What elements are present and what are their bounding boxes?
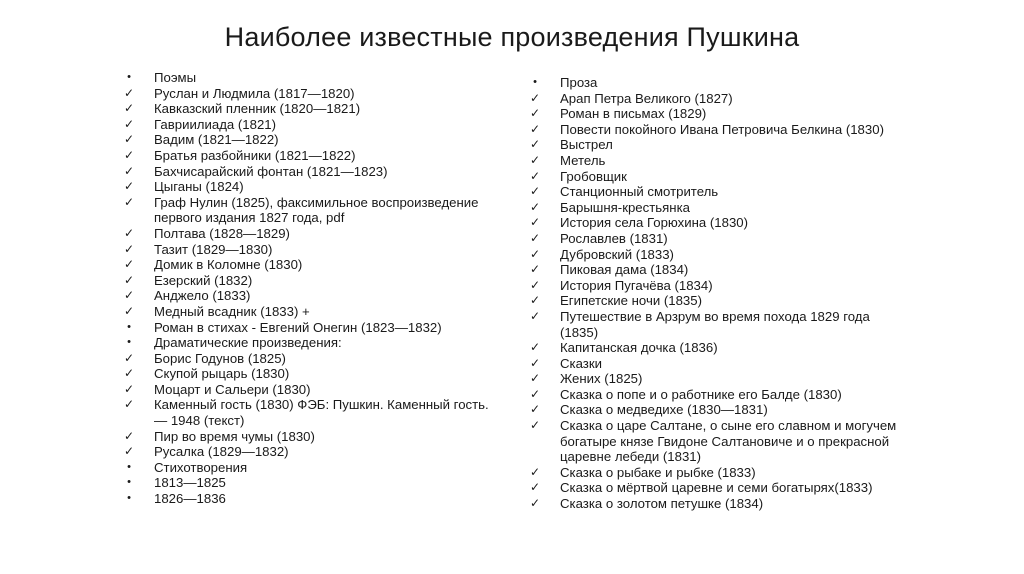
list-item: [122, 179, 502, 195]
list-item-text: Бахчисарайский фонтан (1821—1823): [154, 163, 388, 179]
list-item-text: Медный всадник (1833) +: [154, 303, 310, 319]
list-item: [528, 137, 908, 153]
check-mark-icon: ✓: [529, 340, 541, 355]
list-item: [528, 153, 908, 169]
list-item-text: Роман в письмах (1829): [560, 106, 707, 122]
list-item: [122, 397, 502, 428]
check-mark-icon: ✓: [529, 480, 541, 495]
check-mark-icon: ✓: [529, 90, 541, 105]
list-item: [528, 418, 908, 465]
list-item-text: Жених (1825): [560, 371, 643, 387]
bullet-icon: •: [127, 320, 131, 333]
list-item-text: Кавказский пленник (1820—1821): [154, 101, 361, 117]
list-item: [122, 226, 502, 242]
list-item: [528, 402, 908, 418]
list-item-text: Арап Петра Великого (1827): [560, 90, 733, 106]
check-mark-icon: ✓: [123, 194, 135, 209]
list-item-text: Тазит (1829—1830): [154, 241, 273, 257]
list-item-text: Сказка о рыбаке и рыбке (1833): [560, 464, 756, 480]
bullet-icon: •: [127, 460, 131, 473]
check-mark-icon: ✓: [529, 402, 541, 417]
check-mark-icon: ✓: [529, 215, 541, 230]
list-item-text: История Пугачёва (1834): [560, 277, 713, 293]
check-mark-icon: ✓: [529, 355, 541, 370]
bullet-icon: •: [533, 76, 537, 88]
check-mark-icon: ✓: [529, 418, 541, 433]
list-item-text: Сказка о мёртвой царевне и семи богатырях(1833): [560, 480, 873, 496]
list-item: [528, 231, 908, 247]
list-item: [528, 91, 908, 107]
list-item: [122, 132, 502, 148]
list-item-text: Пир во время чумы (1830): [154, 428, 315, 444]
list-item: [528, 340, 908, 356]
list-item-text: Египетские ночи (1835): [560, 293, 702, 309]
list-item-text: Сказка о медведихе (1830—1831): [560, 402, 768, 418]
check-mark-icon: ✓: [529, 199, 541, 214]
list-item: [528, 293, 908, 309]
list-item: [528, 496, 908, 512]
check-mark-icon: ✓: [123, 85, 135, 100]
list-item: [528, 262, 908, 278]
right-column-list: [528, 75, 908, 512]
check-mark-icon: ✓: [123, 397, 135, 412]
list-item-text: Станционный смотритель: [560, 184, 719, 200]
check-mark-icon: ✓: [529, 496, 541, 511]
list-item-text: Рославлев (1831): [560, 230, 668, 246]
list-item-text: Барышня-крестьянка: [560, 199, 690, 215]
list-item: [528, 200, 908, 216]
list-item: [528, 356, 908, 372]
list-item: [122, 304, 502, 320]
list-item-text: Моцарт и Сальери (1830): [154, 381, 311, 397]
list-item: [528, 480, 908, 496]
check-mark-icon: ✓: [529, 464, 541, 479]
list-item-text: Повести покойного Ивана Петровича Белкина (1830): [560, 121, 884, 137]
list-item-text: Поэмы: [154, 70, 197, 85]
left-column-list: [122, 70, 502, 507]
check-mark-icon: ✓: [529, 262, 541, 277]
check-mark-icon: ✓: [529, 184, 541, 199]
list-item-text: Сказка о царе Салтане, о сыне его славном и могучем богатыре князе Гвидоне Салтановиче и о прекрасной царевне лебеди (1831): [560, 418, 897, 465]
check-mark-icon: ✓: [123, 147, 135, 162]
list-item-text: Братья разбойники (1821—1822): [154, 147, 356, 163]
list-item-text: Гавриилиада (1821): [154, 116, 277, 132]
list-item-text: Сказка о золотом петушке (1834): [560, 496, 764, 512]
list-item-text: Цыганы (1824): [154, 179, 244, 195]
check-mark-icon: ✓: [529, 246, 541, 261]
list-item-text: Проза: [560, 75, 598, 90]
list-item: [122, 195, 502, 226]
list-item: [528, 371, 908, 387]
list-item-text: Анджело (1833): [154, 288, 251, 304]
list-item-text: Каменный гость (1830) ФЭБ: Пушкин. Каменный гость. — 1948 (текст): [154, 397, 489, 429]
check-mark-icon: ✓: [529, 371, 541, 386]
check-mark-icon: ✓: [529, 293, 541, 308]
list-item: [528, 122, 908, 138]
check-mark-icon: ✓: [529, 230, 541, 245]
list-item-text: Граф Нулин (1825), факсимильное воспроизведение первого издания 1827 года, pdf: [154, 194, 479, 226]
check-mark-icon: ✓: [123, 381, 135, 396]
list-item: [122, 86, 502, 102]
check-mark-icon: ✓: [529, 308, 541, 323]
list-item: [528, 278, 908, 294]
list-item: [528, 465, 908, 481]
check-mark-icon: ✓: [123, 288, 135, 303]
check-mark-icon: ✓: [123, 428, 135, 443]
list-item-text: Домик в Коломне (1830): [154, 257, 303, 273]
list-item: [122, 320, 502, 336]
list-item-text: Борис Годунов (1825): [154, 350, 286, 366]
check-mark-icon: ✓: [123, 272, 135, 287]
check-mark-icon: ✓: [123, 132, 135, 147]
check-mark-icon: ✓: [529, 386, 541, 401]
list-item: [122, 273, 502, 289]
list-item-text: Гробовщик: [560, 168, 627, 184]
list-item-text: Стихотворения: [154, 459, 248, 475]
list-item-text: История села Горюхина (1830): [560, 215, 749, 231]
list-item: [122, 366, 502, 382]
check-mark-icon: ✓: [123, 444, 135, 459]
page-title: Наиболее известные произведения Пушкина: [224, 22, 800, 52]
list-item-text: Путешествие в Арзрум во время похода 1829 года (1835): [560, 308, 870, 340]
list-item-text: Руслан и Людмила (1817—1820): [154, 85, 355, 101]
check-mark-icon: ✓: [123, 116, 135, 131]
check-mark-icon: ✓: [123, 350, 135, 365]
list-item-text: Сказки: [560, 355, 602, 371]
list-item: [122, 70, 502, 86]
list-item-text: Капитанская дочка (1836): [560, 340, 718, 356]
list-item-text: Дубровский (1833): [560, 246, 674, 262]
check-mark-icon: ✓: [123, 163, 135, 178]
check-mark-icon: ✓: [529, 137, 541, 152]
list-item-text: Драматические произведения:: [154, 335, 342, 351]
list-item: [122, 475, 502, 491]
check-mark-icon: ✓: [529, 152, 541, 167]
list-item: [122, 335, 502, 351]
list-item: [122, 444, 502, 460]
check-mark-icon: ✓: [529, 121, 541, 136]
check-mark-icon: ✓: [123, 257, 135, 272]
list-item: [122, 460, 502, 476]
list-item: [122, 429, 502, 445]
list-item-text: Пиковая дама (1834): [560, 262, 689, 278]
list-item: [122, 101, 502, 117]
list-item: [528, 387, 908, 403]
list-item: [122, 382, 502, 398]
list-item: [528, 309, 908, 340]
list-item-text: Роман в стихах - Евгений Онегин (1823—1832): [154, 319, 442, 335]
list-item-text: Метель: [560, 152, 606, 168]
list-item: [122, 491, 502, 507]
list-item: [528, 75, 908, 91]
check-mark-icon: ✓: [529, 277, 541, 292]
check-mark-icon: ✓: [123, 101, 135, 116]
list-item: [528, 169, 908, 185]
check-mark-icon: ✓: [123, 366, 135, 381]
check-mark-icon: ✓: [123, 303, 135, 318]
list-item: [122, 242, 502, 258]
list-item-text: Полтава (1828—1829): [154, 225, 290, 241]
list-item: [122, 288, 502, 304]
list-item: [528, 184, 908, 200]
list-item-text: 1813—1825: [154, 475, 226, 491]
list-item-text: Скупой рыцарь (1830): [154, 366, 290, 382]
list-item: [122, 257, 502, 273]
list-item: [528, 215, 908, 231]
bullet-icon: •: [127, 336, 131, 349]
list-item-text: Сказка о попе и о работнике его Балде (1830): [560, 386, 842, 402]
bullet-icon: •: [127, 71, 131, 83]
check-mark-icon: ✓: [529, 106, 541, 121]
list-item-text: Езерский (1832): [154, 272, 253, 288]
list-item-text: Вадим (1821—1822): [154, 132, 279, 148]
list-item: [122, 351, 502, 367]
check-mark-icon: ✓: [123, 241, 135, 256]
list-item-text: Выстрел: [560, 137, 613, 153]
check-mark-icon: ✓: [123, 179, 135, 194]
check-mark-icon: ✓: [529, 168, 541, 183]
check-mark-icon: ✓: [123, 225, 135, 240]
list-item-text: 1826—1836: [154, 491, 226, 507]
bullet-icon: •: [127, 492, 131, 505]
bullet-icon: •: [127, 476, 131, 489]
list-item: [122, 164, 502, 180]
list-item: [528, 247, 908, 263]
list-item: [528, 106, 908, 122]
list-item-text: Русалка (1829—1832): [154, 444, 289, 460]
list-item: [122, 117, 502, 133]
list-item: [122, 148, 502, 164]
